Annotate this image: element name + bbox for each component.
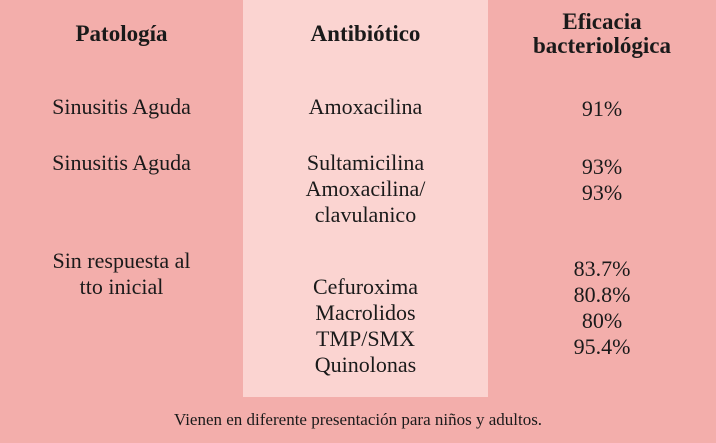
pathology-cell-group-3 xyxy=(0,248,243,300)
table-footnote: Vienen en diferente presentación para niños y adultos. xyxy=(0,397,716,443)
column-antibiotic xyxy=(243,0,488,397)
antibiotic-cell-group-3 xyxy=(243,274,488,378)
column-header-antibiotic-label: Antibiótico xyxy=(310,20,421,46)
antibiotic-cell-group-1 xyxy=(243,94,488,120)
antibiotic-value: Quinolonas xyxy=(314,351,417,377)
antibiotic-value: Sultamicilina xyxy=(306,149,425,175)
antibiotic-cell-group-2 xyxy=(243,150,488,228)
pathology-value-line2: tto inicial xyxy=(79,273,164,299)
pathology-value: Sinusitis Aguda xyxy=(52,94,191,119)
efficacy-value: 95.4% xyxy=(573,333,631,359)
efficacy-value: 93% xyxy=(581,153,623,179)
antibiotic-value: Amoxacilina/ xyxy=(305,175,426,201)
antibiotic-value: clavulanico xyxy=(314,201,417,227)
antibiotic-value: TMP/SMX xyxy=(315,325,416,351)
efficacy-value: 80.8% xyxy=(573,281,631,307)
efficacy-value: 80% xyxy=(581,307,623,333)
efficacy-cell-group-2 xyxy=(488,154,716,206)
column-header-pathology-label: Patología xyxy=(75,20,168,46)
efficacy-value: 91% xyxy=(581,96,623,121)
column-efficacy xyxy=(488,0,716,397)
antibiotic-value: Macrolidos xyxy=(315,299,416,325)
column-header-antibiotic xyxy=(243,0,488,68)
efficacy-cell-group-3 xyxy=(488,256,716,360)
column-header-efficacy xyxy=(488,0,716,68)
efficacy-value: 83.7% xyxy=(573,255,631,281)
pathology-value-line1: Sin respuesta al xyxy=(52,247,191,273)
efficacy-value: 93% xyxy=(581,179,623,205)
column-header-pathology xyxy=(0,0,243,68)
column-pathology xyxy=(0,0,243,397)
efficacy-cell-group-1 xyxy=(488,96,716,122)
pathology-cell-group-1 xyxy=(0,94,243,120)
antibiotic-value: Amoxacilina xyxy=(308,94,423,119)
column-header-efficacy-line1: Eficacia xyxy=(562,8,642,34)
antibiotic-value: Cefuroxima xyxy=(312,273,419,299)
pathology-value: Sinusitis Aguda xyxy=(52,149,191,175)
pathology-cell-group-2 xyxy=(0,150,243,176)
column-header-efficacy-line2: bacteriológica xyxy=(533,33,671,58)
